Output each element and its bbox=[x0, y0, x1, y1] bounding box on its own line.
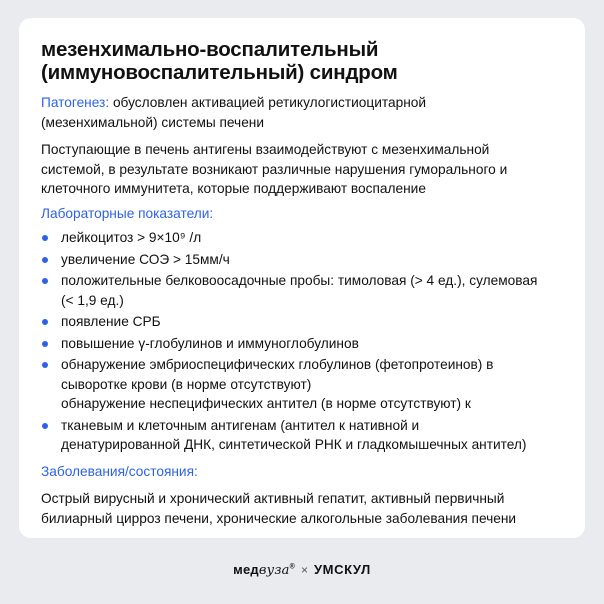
cross-icon: × bbox=[300, 563, 308, 577]
lab-item-text: обнаружение неспецифических антител (в норме отсутствуют) к bbox=[61, 396, 471, 411]
bullet-dot-icon bbox=[42, 235, 48, 241]
lab-list-item bbox=[41, 250, 563, 270]
bullet-dot-icon bbox=[42, 257, 48, 263]
content-card bbox=[19, 18, 585, 538]
lab-item-text: денатурированной ДНК, синтетической РНК и гладкомышечных антител) bbox=[61, 437, 527, 452]
page-title bbox=[41, 38, 563, 84]
intro-paragraph bbox=[41, 140, 563, 199]
intro-line: Поступающие в печень антигены взаимодействуют с мезенхимальной bbox=[41, 142, 490, 157]
pathogenesis-label: Патогенез: bbox=[41, 95, 110, 110]
lab-item-text: лейкоцитоз > 9×10⁹ /л bbox=[61, 230, 202, 245]
pathogenesis-paragraph bbox=[41, 93, 563, 132]
diseases-section-label: Заболевания/состояния: bbox=[41, 463, 198, 479]
intro-line: системой, в результате возникают различные нарушения гуморального и bbox=[41, 161, 508, 177]
medvuza-logo: медвуза® bbox=[233, 562, 295, 578]
lab-item-text: (< 1,9 ед.) bbox=[61, 292, 124, 308]
lab-list-item bbox=[41, 312, 563, 332]
lab-item-text: обнаружение эмбриоспецифических глобулинов (фетопротеинов) в bbox=[61, 357, 494, 372]
diseases-line: Острый вирусный и хронический активный гепатит, активный первичный bbox=[41, 491, 505, 506]
lab-list-item bbox=[41, 334, 563, 354]
bullet-dot-icon bbox=[42, 319, 48, 325]
lab-item-text: положительные белковоосадочные пробы: тимоловая (> 4 ед.), сулемовая bbox=[61, 273, 538, 288]
pathogenesis-text: (мезенхимальной) системы печени bbox=[41, 114, 265, 130]
bullet-dot-icon bbox=[42, 423, 48, 429]
diseases-paragraph bbox=[41, 489, 563, 528]
lab-item-text: повышение γ-глобулинов и иммуноглобулинов bbox=[61, 335, 359, 351]
lab-list-item bbox=[41, 416, 563, 455]
lab-item-text: увеличение СОЭ > 15мм/ч bbox=[61, 251, 230, 267]
footer-logos bbox=[0, 562, 604, 578]
lab-item-text: сыворотке крови (в норме отсутствуют) bbox=[61, 376, 312, 392]
bullet-dot-icon bbox=[42, 278, 48, 284]
lab-section-label: Лабораторные показатели: bbox=[41, 205, 214, 221]
pathogenesis-text: обусловлен активацией ретикулогистиоцитарной bbox=[109, 95, 427, 110]
lab-item-text: появление СРБ bbox=[61, 314, 161, 329]
lab-list-item bbox=[41, 271, 563, 310]
title-line: (иммуновоспалительный) синдром bbox=[41, 61, 398, 84]
lab-item-text: тканевым и клеточным антигенам (антител к нативной и bbox=[61, 417, 420, 433]
umskul-logo: УМСКУЛ bbox=[313, 562, 371, 577]
bullet-dot-icon bbox=[42, 341, 48, 347]
diseases-line: билиарный цирроз печени, хронические алкогольные заболевания печени bbox=[41, 510, 517, 526]
lab-list-item bbox=[41, 228, 563, 248]
lab-list-item bbox=[41, 355, 563, 414]
intro-line: клеточного иммунитета, которые поддерживают воспаление bbox=[41, 181, 426, 196]
bullet-dot-icon bbox=[42, 362, 48, 368]
title-line: мезенхимально-воспалительный bbox=[41, 38, 379, 61]
lab-list bbox=[41, 228, 563, 455]
